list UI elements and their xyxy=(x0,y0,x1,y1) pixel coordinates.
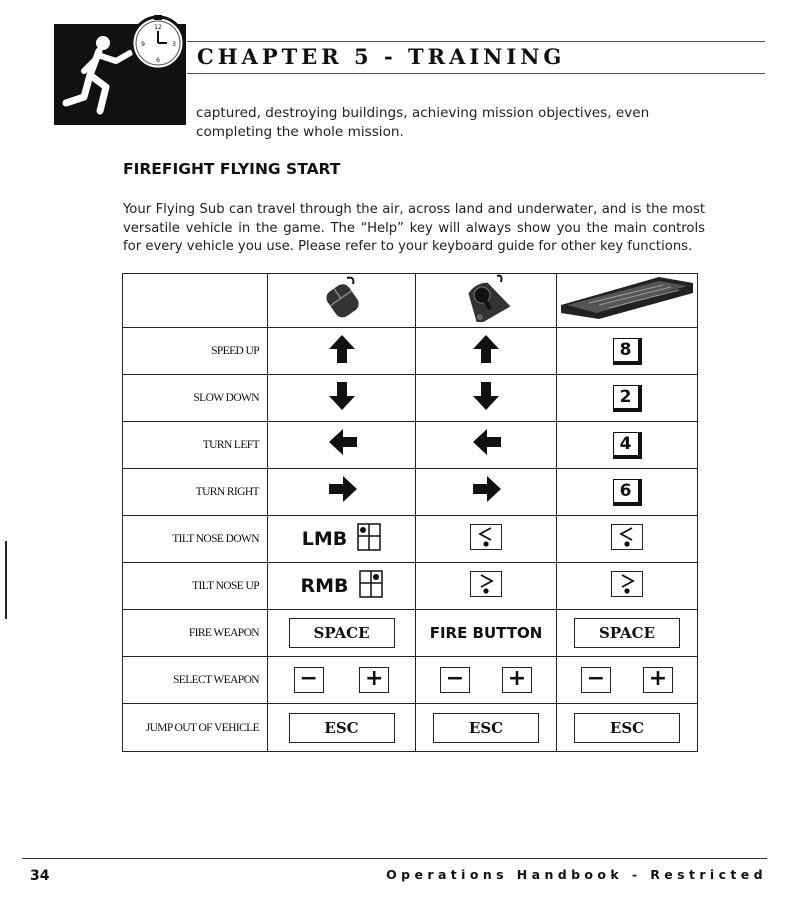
joystick-control-cell xyxy=(416,328,557,375)
table-row xyxy=(123,328,698,375)
plus-key: + xyxy=(359,667,389,693)
joystick-control-cell xyxy=(416,704,557,752)
mouse-control-cell xyxy=(268,563,416,610)
space-key-box: SPACE xyxy=(574,618,680,648)
joystick-column-header xyxy=(416,274,557,328)
mouse-column-header xyxy=(268,274,416,328)
chapter-rule-bottom xyxy=(187,73,765,74)
keyboard-control-cell xyxy=(557,657,698,704)
less-than-dot-icon xyxy=(611,524,643,550)
keyboard-control-cell xyxy=(557,516,698,563)
arrow-down-icon xyxy=(326,399,358,416)
joystick-control-cell xyxy=(416,657,557,704)
mouse-control-cell xyxy=(268,610,416,657)
mouse-right-button-icon xyxy=(359,570,383,603)
minus-key: − xyxy=(294,667,324,693)
mouse-control-cell xyxy=(268,328,416,375)
arrow-up-icon xyxy=(326,352,358,369)
minus-key: − xyxy=(440,667,470,693)
mouse-button-indicator xyxy=(302,523,382,556)
minus-key: − xyxy=(581,667,611,693)
keyboard-control-cell xyxy=(557,563,698,610)
margin-mark xyxy=(5,541,7,619)
mouse-control-cell xyxy=(268,469,416,516)
chapter-rule-top xyxy=(187,41,765,42)
esc-key-box: ESC xyxy=(433,713,539,743)
numpad-key: 6 xyxy=(613,479,642,506)
row-label: SELECT WEAPON xyxy=(123,657,268,704)
joystick-icon xyxy=(459,309,513,326)
table-row xyxy=(123,516,698,563)
greater-than-dot-icon xyxy=(611,571,643,597)
svg-text:6: 6 xyxy=(156,57,160,64)
less-than-dot-icon xyxy=(470,524,502,550)
table-row xyxy=(123,375,698,422)
joystick-control-cell xyxy=(416,610,557,657)
mouse-left-button-icon xyxy=(357,523,381,556)
keyboard-control-cell xyxy=(557,328,698,375)
table-row xyxy=(123,610,698,657)
numpad-key: 4 xyxy=(613,432,642,459)
section-paragraph: Your Flying Sub can travel through the air, across land and underwater, and is the most versatile vehicle in the game. The “Help” key will always show you the main controls for every vehicle you use. Please refer to your keyboard guide for other key functions. xyxy=(123,202,705,254)
mouse-icon xyxy=(317,307,367,324)
arrow-right-icon xyxy=(470,493,502,510)
footer-rule xyxy=(22,858,767,859)
table-row xyxy=(123,422,698,469)
arrow-left-icon xyxy=(470,446,502,463)
keyboard-control-cell xyxy=(557,610,698,657)
mouse-control-cell xyxy=(268,657,416,704)
mouse-control-cell xyxy=(268,704,416,752)
numpad-key: 8 xyxy=(613,338,642,365)
plus-key: + xyxy=(643,667,673,693)
controls-table xyxy=(122,273,698,752)
joystick-control-cell xyxy=(416,375,557,422)
running-man-with-stopwatch-icon xyxy=(54,15,186,125)
greater-than-dot-icon xyxy=(470,571,502,597)
joystick-control-cell xyxy=(416,422,557,469)
header-empty-cell xyxy=(123,274,268,328)
plus-key: + xyxy=(502,667,532,693)
esc-key-box: ESC xyxy=(574,713,680,743)
page-number: 34 xyxy=(30,868,50,884)
table-row xyxy=(123,563,698,610)
section-heading: FIREFIGHT FLYING START xyxy=(123,160,341,178)
row-label: JUMP OUT OF VEHICLE xyxy=(123,704,268,752)
row-label: TURN RIGHT xyxy=(123,469,268,516)
numpad-key: 2 xyxy=(613,385,642,412)
mouse-control-cell xyxy=(268,422,416,469)
keyboard-icon xyxy=(559,308,695,325)
joystick-control-cell xyxy=(416,563,557,610)
keyboard-control-cell xyxy=(557,469,698,516)
keyboard-control-cell xyxy=(557,375,698,422)
arrow-up-icon xyxy=(470,352,502,369)
row-label: TILT NOSE DOWN xyxy=(123,516,268,563)
space-key-box: SPACE xyxy=(289,618,395,648)
joystick-control-cell xyxy=(416,469,557,516)
joystick-control-cell xyxy=(416,516,557,563)
keyboard-control-cell xyxy=(557,704,698,752)
row-label: SPEED UP xyxy=(123,328,268,375)
controls-header-row xyxy=(123,274,698,328)
footer-text: Operations Handbook - Restricted xyxy=(386,867,767,882)
weapon-select-keys xyxy=(268,667,415,693)
row-label: TURN LEFT xyxy=(123,422,268,469)
arrow-right-icon xyxy=(326,493,358,510)
weapon-select-keys xyxy=(416,667,556,693)
mouse-button-label: LMB xyxy=(301,528,348,550)
svg-text:9: 9 xyxy=(141,41,145,48)
row-label: FIRE WEAPON xyxy=(123,610,268,657)
arrow-left-icon xyxy=(326,446,358,463)
esc-key-box: ESC xyxy=(289,713,395,743)
mouse-button-indicator xyxy=(300,570,382,603)
table-row xyxy=(123,469,698,516)
arrow-down-icon xyxy=(470,399,502,416)
table-row xyxy=(123,704,698,752)
mouse-control-cell xyxy=(268,516,416,563)
table-row xyxy=(123,657,698,704)
svg-text:12: 12 xyxy=(154,24,162,31)
weapon-select-keys xyxy=(557,667,697,693)
intro-text: captured, destroying buildings, achieving mission objectives, even completing the whole mission. xyxy=(196,105,650,140)
row-label: SLOW DOWN xyxy=(123,375,268,422)
svg-text:3: 3 xyxy=(172,41,176,48)
keyboard-column-header xyxy=(557,274,698,328)
mouse-control-cell xyxy=(268,375,416,422)
mouse-button-label: RMB xyxy=(300,575,349,597)
fire-button-label: FIRE BUTTON xyxy=(429,623,543,642)
row-label: TILT NOSE UP xyxy=(123,563,268,610)
keyboard-control-cell xyxy=(557,422,698,469)
chapter-title: CHAPTER 5 - TRAINING xyxy=(197,44,566,69)
